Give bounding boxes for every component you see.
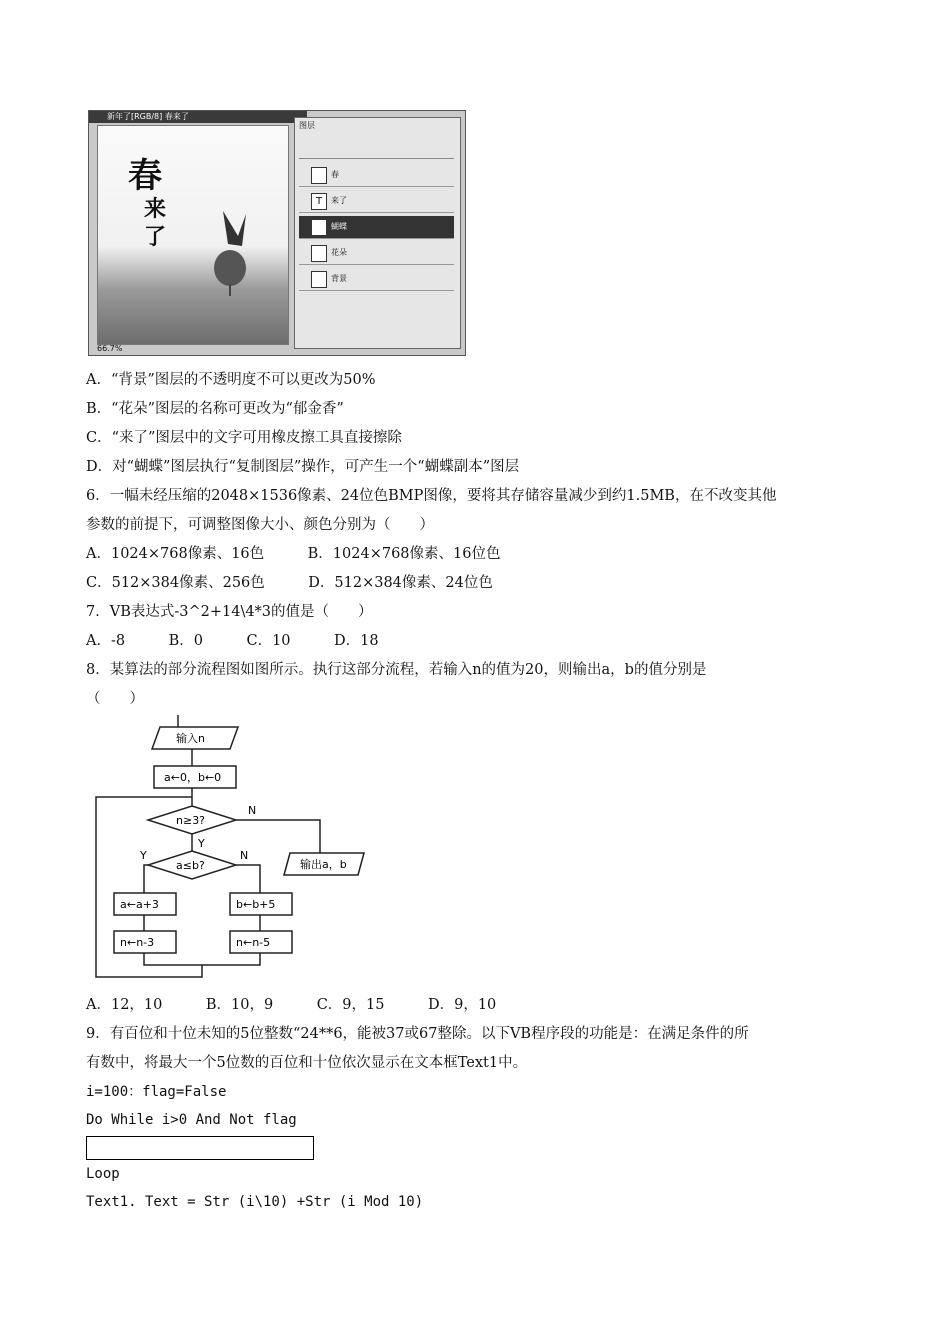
layers-panel	[294, 117, 461, 349]
flowchart	[88, 713, 378, 983]
window-title: 新年了[RGB/8] 春来了	[89, 111, 307, 123]
layer-thumbnail	[311, 219, 327, 236]
q7-options: A．-8 B．0 C．10 D．18	[86, 633, 379, 649]
answer-blank-box	[86, 1136, 314, 1160]
q8-options: A．12，10 B．10，9 C．9，15 D．9，10	[86, 997, 497, 1013]
flow-left2-label: n←n-3	[120, 936, 155, 949]
image-canvas	[97, 125, 289, 345]
layer-row[interactable]	[299, 242, 454, 265]
code-line-2: Do While i>0 And Not flag	[86, 1112, 297, 1128]
layer-thumbnail	[311, 271, 327, 288]
q6-options-line2: C．512×384像素、256色 D．512×384像素、24位色	[86, 575, 493, 591]
layer-name: 春	[331, 170, 339, 179]
code-line-1: i=100：flag=False	[86, 1084, 227, 1100]
layers-tab: 图层	[299, 121, 315, 130]
flow-left1-label: a←a+3	[120, 898, 159, 911]
butterfly-flower-picture	[198, 206, 268, 296]
q6-options-line1: A．1024×768像素、16色 B．1024×768像素、16位色	[86, 546, 501, 562]
layer-name: 背景	[331, 274, 347, 283]
layer-row[interactable]	[299, 268, 454, 291]
q9-stem-line2: 有数中，将最大一个5位数的百位和十位依次显示在文本框Text1中。	[86, 1055, 528, 1071]
layer-row[interactable]	[299, 190, 454, 213]
poem-char-2: 来	[144, 196, 167, 222]
layer-thumbnail	[311, 245, 327, 262]
flow-output-label: 输出a，b	[300, 858, 347, 871]
q8-stem-line2: （ ）	[86, 691, 144, 707]
layer-row-selected[interactable]	[299, 216, 454, 239]
layer-thumbnail	[311, 167, 327, 184]
zoom-status: 66.7%	[97, 344, 123, 353]
layer-name: 花朵	[331, 248, 347, 257]
flow-no-label: N	[248, 804, 257, 817]
flow-input-label: 输入n	[176, 732, 205, 745]
q6-stem-line2: 参数的前提下，可调整图像大小、颜色分别为（ ）	[86, 517, 434, 533]
q8-stem-line1: 8．某算法的部分流程图如图所示。执行这部分流程，若输入n的值为20，则输出a，b的值分别是	[86, 662, 707, 678]
flow-cond1-label: n≥3?	[176, 814, 206, 827]
layer-screenshot-figure	[88, 110, 466, 356]
poem-char-3: 了	[144, 224, 167, 250]
poem-char-1: 春	[128, 156, 162, 196]
layer-row[interactable]	[299, 164, 454, 187]
q5-option-b: B．“花朵”图层的名称可更改为“郁金香”	[86, 401, 344, 417]
flow-right1-label: b←b+5	[236, 898, 276, 911]
q5-option-c: C．“来了”图层中的文字可用橡皮擦工具直接擦除	[86, 430, 402, 446]
flow-yes-label-2: Y	[140, 849, 147, 862]
layers-options-bar	[299, 132, 454, 159]
flow-init-label: a←0，b←0	[164, 771, 222, 784]
q7-stem: 7．VB表达式-3^2+14\4*3的值是（ ）	[86, 604, 373, 620]
text-layer-icon: T	[311, 193, 327, 210]
layer-name: 蝴蝶	[331, 222, 347, 231]
code-line-4: Text1. Text = Str (i\10) +Str (i Mod 10)	[86, 1194, 424, 1210]
flow-yes-label: Y	[198, 837, 205, 850]
q9-stem-line1: 9．有百位和十位未知的5位整数“24**6，能被37或67整除。以下VB程序段的功能是：在满足条件的所	[86, 1026, 749, 1042]
flow-no-label-2: N	[240, 849, 249, 862]
q5-option-a: A．“背景”图层的不透明度不可以更改为50%	[86, 372, 376, 388]
flow-right2-label: n←n-5	[236, 936, 271, 949]
q5-option-d: D．对“蝴蝶”图层执行“复制图层”操作，可产生一个“蝴蝶副本”图层	[86, 459, 520, 475]
q6-stem-line1: 6．一幅未经压缩的2048×1536像素、24位色BMP图像，要将其存储容量减少到约1.5MB，在不改变其他	[86, 488, 777, 504]
flow-cond2-label: a≤b?	[176, 859, 205, 872]
code-line-3: Loop	[86, 1166, 120, 1182]
layer-name: 来了	[331, 196, 347, 205]
